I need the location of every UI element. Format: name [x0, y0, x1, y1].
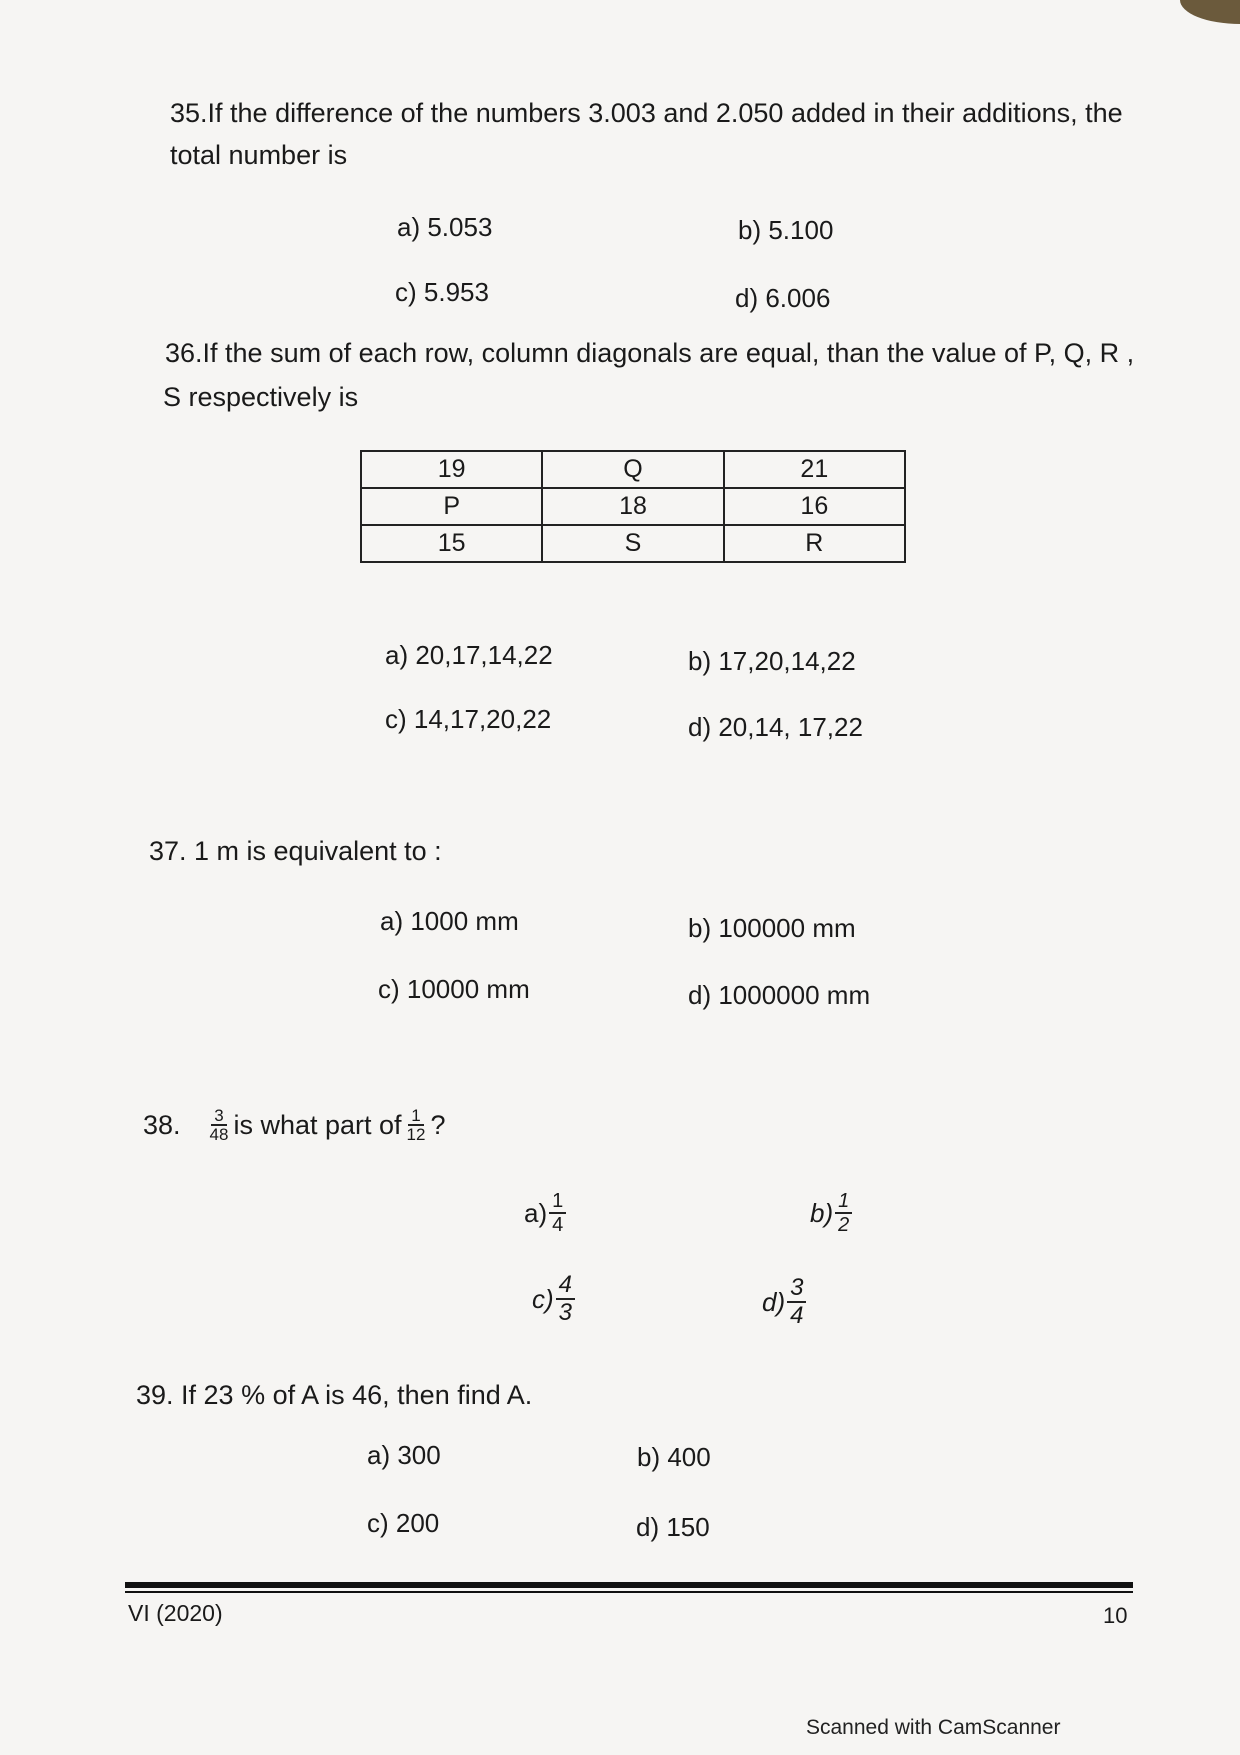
grid-cell: S: [542, 525, 723, 562]
q36-line2: S respectively is: [163, 382, 359, 412]
q36-option-b: b) 17,20,14,22: [688, 646, 856, 676]
q39-option-d: d) 150: [636, 1512, 710, 1542]
grid-cell: 18: [542, 488, 723, 525]
footer-rule-thick: [125, 1582, 1133, 1588]
q38-question-mark: ?: [430, 1110, 446, 1140]
grid-row: [361, 451, 905, 488]
q38-option-c: [532, 1272, 577, 1326]
q39-option-a: a) 300: [367, 1440, 441, 1470]
q38-option-d: [762, 1275, 808, 1329]
magic-square-grid: [360, 450, 906, 563]
option-fraction: [835, 1190, 852, 1236]
q36-option-c: c) 14,17,20,22: [385, 704, 552, 734]
q35-option-b: b) 5.100: [738, 215, 834, 245]
q37-option-c: c) 10000 mm: [378, 974, 530, 1004]
q38-text: [143, 1106, 446, 1144]
page-corner-shadow: [1180, 0, 1240, 24]
grid-row: [361, 525, 905, 562]
q36-option-d: d) 20,14, 17,22: [688, 712, 863, 742]
q39-option-b: b) 400: [637, 1442, 711, 1472]
fraction-denominator: 4: [552, 1214, 564, 1236]
fraction-numerator: 1: [549, 1190, 566, 1214]
q37-option-d: d) 1000000 mm: [688, 980, 871, 1010]
footer-rule-thin: [125, 1591, 1133, 1593]
q37-text: 37. 1 m is equivalent to :: [149, 836, 442, 866]
fraction-numerator: 1: [408, 1107, 423, 1126]
fraction-numerator: 3: [211, 1107, 226, 1126]
option-label: c): [532, 1283, 554, 1314]
q36-option-a: a) 20,17,14,22: [385, 640, 553, 670]
q38-option-b: [810, 1190, 854, 1236]
fraction-denominator: 48: [209, 1125, 229, 1144]
q38-fraction-2: [404, 1107, 429, 1143]
grid-cell: 16: [724, 488, 905, 525]
grid-cell: Q: [542, 451, 723, 488]
grid-cell: R: [724, 525, 905, 562]
fraction-denominator: 3: [558, 1299, 573, 1326]
grid-cell: 21: [724, 451, 905, 488]
q39-option-c: c) 200: [367, 1508, 440, 1538]
footer-class-year: VI (2020): [128, 1600, 223, 1626]
q38-option-a: [524, 1190, 568, 1236]
grid-row: [361, 488, 905, 525]
q35-option-d: d) 6.006: [735, 283, 831, 313]
option-label: d): [762, 1286, 786, 1317]
grid-cell: 15: [361, 525, 542, 562]
fraction-denominator: 4: [790, 1302, 804, 1329]
q35-line2: total number is: [170, 140, 348, 170]
q35-option-c: c) 5.953: [395, 277, 489, 307]
footer-page-number: 10: [1103, 1603, 1128, 1628]
option-fraction: [787, 1275, 806, 1329]
option-fraction: [556, 1272, 575, 1326]
option-label: a): [524, 1197, 548, 1228]
q38-number: 38.: [143, 1110, 181, 1140]
option-fraction: [549, 1190, 566, 1236]
fraction-numerator: 4: [556, 1272, 575, 1300]
q37-option-b: b) 100000 mm: [688, 913, 856, 943]
q38-mid-text: is what part of: [233, 1110, 402, 1140]
grid-cell: P: [361, 488, 542, 525]
q36-line1: 36.If the sum of each row, column diagonals are equal, than the value of P, Q, R ,: [165, 338, 1135, 368]
fraction-denominator: 2: [838, 1214, 850, 1236]
option-label: b): [810, 1197, 834, 1228]
q38-fraction-1: [207, 1107, 232, 1143]
q39-text: 39. If 23 % of A is 46, then find A.: [136, 1380, 533, 1410]
q37-option-a: a) 1000 mm: [380, 906, 519, 936]
fraction-denominator: 12: [406, 1125, 426, 1144]
fraction-numerator: 1: [835, 1190, 852, 1214]
q35-option-a: a) 5.053: [397, 212, 493, 242]
q35-line1: 35.If the difference of the numbers 3.003 and 2.050 added in their additions, the: [170, 98, 1123, 128]
camscanner-watermark: Scanned with CamScanner: [806, 1716, 1061, 1739]
grid-cell: 19: [361, 451, 542, 488]
fraction-numerator: 3: [787, 1275, 806, 1303]
